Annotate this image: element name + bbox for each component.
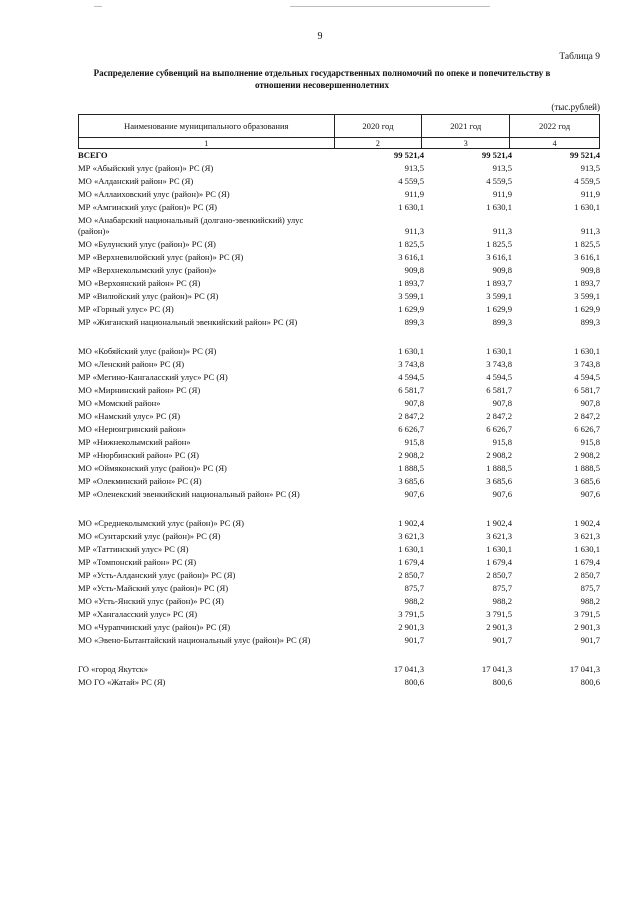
value-2021: 99 521,4 — [481, 150, 512, 160]
value-2020: 1 679,4 — [398, 557, 424, 567]
value-2020: 1 902,4 — [398, 518, 424, 528]
value-2022: 2 850,7 — [574, 570, 600, 580]
value-2022: 1 679,4 — [574, 557, 600, 567]
value-2022: 907,6 — [580, 489, 600, 499]
value-2022: 3 616,1 — [574, 252, 600, 262]
value-2021: 909,8 — [492, 265, 512, 275]
value-2022: 909,8 — [580, 265, 600, 275]
value-2022: 2 901,3 — [574, 622, 600, 632]
header-2020-column: 2020 год — [334, 115, 422, 138]
value-2021: 800,6 — [492, 677, 512, 687]
value-2020: 907,6 — [404, 489, 424, 499]
value-2022: 17 041,3 — [569, 664, 600, 674]
value-2022: 1 629,9 — [574, 304, 600, 314]
value-2022: 1 630,1 — [574, 544, 600, 554]
value-2022: 1 902,4 — [574, 518, 600, 528]
value-2021: 2 908,2 — [486, 450, 512, 460]
value-2020: 1 888,5 — [398, 463, 424, 473]
municipality-name-continued: (район)» — [78, 226, 110, 236]
value-2021: 2 850,7 — [486, 570, 512, 580]
value-2022: 6 626,7 — [574, 424, 600, 434]
value-2021: 4 559,5 — [486, 176, 512, 186]
value-2021: 988,2 — [492, 596, 512, 606]
value-2022: 1 888,5 — [574, 463, 600, 473]
value-2020: 1 629,9 — [398, 304, 424, 314]
value-2022: 99 521,4 — [569, 150, 600, 160]
municipality-name: МО «Аллаиховский улус (район)» РС (Я) — [78, 189, 230, 199]
value-2020: 3 621,3 — [398, 531, 424, 541]
municipality-name: МР «Усть-Майский улус (район)» РС (Я) — [78, 583, 229, 593]
municipality-name: МР «Хангаласский улус» РС (Я) — [78, 609, 198, 619]
value-2022: 1 630,1 — [574, 346, 600, 356]
municipality-name: МО «Усть-Янский улус (район)» РС (Я) — [78, 596, 224, 606]
value-2021: 1 888,5 — [486, 463, 512, 473]
value-2021: 915,8 — [492, 437, 512, 447]
municipality-name: МР «Олекминский район» РС (Я) — [78, 476, 202, 486]
value-2022: 988,2 — [580, 596, 600, 606]
value-2020: 907,8 — [404, 398, 424, 408]
value-2022: 3 791,5 — [574, 609, 600, 619]
value-2020: 1 893,7 — [398, 278, 424, 288]
value-2021: 3 743,8 — [486, 359, 512, 369]
value-2020: 4 594,5 — [398, 372, 424, 382]
value-2022: 2 908,2 — [574, 450, 600, 460]
value-2022: 899,3 — [580, 317, 600, 327]
value-2020: 911,3 — [404, 226, 424, 236]
value-2020: 17 041,3 — [393, 664, 424, 674]
table-number: Таблица 9 — [559, 52, 600, 62]
municipality-name: МР «Томпонский район» РС (Я) — [78, 557, 197, 567]
value-2021: 907,6 — [492, 489, 512, 499]
value-2021: 875,7 — [492, 583, 512, 593]
value-2022: 3 599,1 — [574, 291, 600, 301]
municipality-name: МО «Сунтарский улус (район)» РС (Я) — [78, 531, 221, 541]
header-2022-column: 2022 год — [510, 115, 600, 138]
value-2022: 915,8 — [580, 437, 600, 447]
value-2020: 2 908,2 — [398, 450, 424, 460]
value-2020: 800,6 — [404, 677, 424, 687]
value-2021: 17 041,3 — [481, 664, 512, 674]
value-2022: 911,9 — [580, 189, 600, 199]
municipality-name: ГО «город Якутск» — [78, 664, 149, 674]
value-2020: 1 630,1 — [398, 202, 424, 212]
value-2022: 901,7 — [580, 635, 600, 645]
municipality-name: МР «Таттинский улус» РС (Я) — [78, 544, 189, 554]
value-2020: 915,8 — [404, 437, 424, 447]
value-2021: 1 629,9 — [486, 304, 512, 314]
value-2022: 875,7 — [580, 583, 600, 593]
value-2020: 1 825,5 — [398, 239, 424, 249]
municipality-name: МО «Мирнинский район» РС (Я) — [78, 385, 201, 395]
page-number: 9 — [317, 31, 323, 42]
title-line-2: отношении несовершеннолетних — [255, 80, 389, 90]
municipality-name: МР «Оленекский эвенкийский национальный район» РС (Я) — [78, 489, 300, 499]
municipality-name: МО «Намский улус» РС (Я) — [78, 411, 181, 421]
value-2021: 4 594,5 — [486, 372, 512, 382]
municipality-name: МО «Оймяконский улус (район)» РС (Я) — [78, 463, 227, 473]
value-2021: 907,8 — [492, 398, 512, 408]
municipality-name: МР «Верхнеколымский улус (район)» — [78, 265, 217, 275]
value-2022: 1 630,1 — [574, 202, 600, 212]
value-2020: 901,7 — [404, 635, 424, 645]
value-2020: 875,7 — [404, 583, 424, 593]
value-2020: 3 599,1 — [398, 291, 424, 301]
municipality-name: МО «Чурапчинский улус (район)» РС (Я) — [78, 622, 231, 632]
value-2021: 1 893,7 — [486, 278, 512, 288]
value-2020: 99 521,4 — [393, 150, 424, 160]
value-2021: 3 685,6 — [486, 476, 512, 486]
scan-artifact-line — [94, 6, 102, 7]
scan-artifact-line — [290, 6, 490, 7]
title-line-1: Распределение субвенций на выполнение отдельных государственных полномочий по опеке и попечительству в — [93, 68, 551, 78]
municipality-name: МО «Булунский улус (район)» РС (Я) — [78, 239, 216, 249]
value-2021: 2 901,3 — [486, 622, 512, 632]
value-2020: 3 616,1 — [398, 252, 424, 262]
municipality-name: МО «Алданский район» РС (Я) — [78, 176, 194, 186]
value-2021: 899,3 — [492, 317, 512, 327]
value-2020: 2 901,3 — [398, 622, 424, 632]
value-2020: 913,5 — [404, 163, 424, 173]
value-2021: 901,7 — [492, 635, 512, 645]
municipality-name: МО «Верхоянский район» РС (Я) — [78, 278, 201, 288]
value-2021: 911,3 — [492, 226, 512, 236]
value-2022: 6 581,7 — [574, 385, 600, 395]
value-2021: 1 630,1 — [486, 544, 512, 554]
value-2020: 3 791,5 — [398, 609, 424, 619]
table-header — [78, 114, 600, 149]
municipality-name: МР «Жиганский национальный эвенкийский район» РС (Я) — [78, 317, 298, 327]
value-2022: 911,3 — [580, 226, 600, 236]
value-2021: 913,5 — [492, 163, 512, 173]
municipality-name: МО «Ленский район» РС (Я) — [78, 359, 185, 369]
value-2022: 907,8 — [580, 398, 600, 408]
value-2020: 2 850,7 — [398, 570, 424, 580]
header-col-number: 3 — [422, 138, 510, 149]
value-2020: 909,8 — [404, 265, 424, 275]
municipality-name: МР «Нижнеколымский район» — [78, 437, 191, 447]
municipality-name: МО «Эвено-Бытантайский национальный улус (район)» РС (Я) — [78, 635, 311, 645]
municipality-name: МО ГО «Жатай» РС (Я) — [78, 677, 166, 687]
municipality-name: МР «Усть-Алданский улус (район)» РС (Я) — [78, 570, 236, 580]
municipality-name: МР «Абыйский улус (район)» РС (Я) — [78, 163, 214, 173]
value-2021: 1 630,1 — [486, 346, 512, 356]
units-label: (тыс.рублей) — [551, 102, 600, 112]
value-2021: 3 599,1 — [486, 291, 512, 301]
municipality-name: МО «Нерюнгринский район» — [78, 424, 186, 434]
value-2020: 3 743,8 — [398, 359, 424, 369]
value-2022: 3 621,3 — [574, 531, 600, 541]
value-2021: 3 616,1 — [486, 252, 512, 262]
value-2021: 1 825,5 — [486, 239, 512, 249]
value-2020: 899,3 — [404, 317, 424, 327]
value-2022: 3 743,8 — [574, 359, 600, 369]
header-col-number: 4 — [510, 138, 600, 149]
municipality-name: МО «Момский район» — [78, 398, 161, 408]
value-2021: 3 621,3 — [486, 531, 512, 541]
value-2022: 913,5 — [580, 163, 600, 173]
value-2021: 1 630,1 — [486, 202, 512, 212]
value-2021: 1 679,4 — [486, 557, 512, 567]
header-col-number: 1 — [79, 138, 335, 149]
value-2020: 988,2 — [404, 596, 424, 606]
value-2021: 2 847,2 — [486, 411, 512, 421]
value-2020: 4 559,5 — [398, 176, 424, 186]
value-2021: 911,9 — [492, 189, 512, 199]
municipality-name: МО «Анабарский национальный (долгано-эвенкийский) улус — [78, 215, 304, 225]
value-2021: 1 902,4 — [486, 518, 512, 528]
value-2022: 1 893,7 — [574, 278, 600, 288]
municipality-name: МО «Кобяйский улус (район)» РС (Я) — [78, 346, 217, 356]
table-title — [92, 67, 552, 91]
municipality-name: МР «Амгинский улус (район)» РС (Я) — [78, 202, 218, 212]
value-2021: 6 581,7 — [486, 385, 512, 395]
header-name-column: Наименование муниципального образования — [79, 115, 335, 138]
value-2020: 1 630,1 — [398, 544, 424, 554]
value-2022: 4 559,5 — [574, 176, 600, 186]
value-2022: 4 594,5 — [574, 372, 600, 382]
value-2020: 6 626,7 — [398, 424, 424, 434]
header-col-number: 2 — [334, 138, 422, 149]
value-2021: 6 626,7 — [486, 424, 512, 434]
municipality-name: МО «Среднеколымский улус (район)» РС (Я) — [78, 518, 245, 528]
value-2022: 2 847,2 — [574, 411, 600, 421]
value-2022: 1 825,5 — [574, 239, 600, 249]
municipality-name: МР «Вилюйский улус (район)» РС (Я) — [78, 291, 219, 301]
municipality-name: МР «Мегино-Кангаласский улус» РС (Я) — [78, 372, 228, 382]
municipality-name: МР «Горный улус» РС (Я) — [78, 304, 174, 314]
value-2020: 1 630,1 — [398, 346, 424, 356]
value-2022: 3 685,6 — [574, 476, 600, 486]
municipality-name: ВСЕГО — [78, 150, 108, 160]
value-2020: 2 847,2 — [398, 411, 424, 421]
value-2020: 3 685,6 — [398, 476, 424, 486]
value-2021: 3 791,5 — [486, 609, 512, 619]
value-2022: 800,6 — [580, 677, 600, 687]
value-2020: 6 581,7 — [398, 385, 424, 395]
municipality-name: МР «Верхневилюйский улус (район)» РС (Я) — [78, 252, 244, 262]
municipality-name: МР «Нюрбинский район» РС (Я) — [78, 450, 199, 460]
value-2020: 911,9 — [404, 189, 424, 199]
header-2021-column: 2021 год — [422, 115, 510, 138]
